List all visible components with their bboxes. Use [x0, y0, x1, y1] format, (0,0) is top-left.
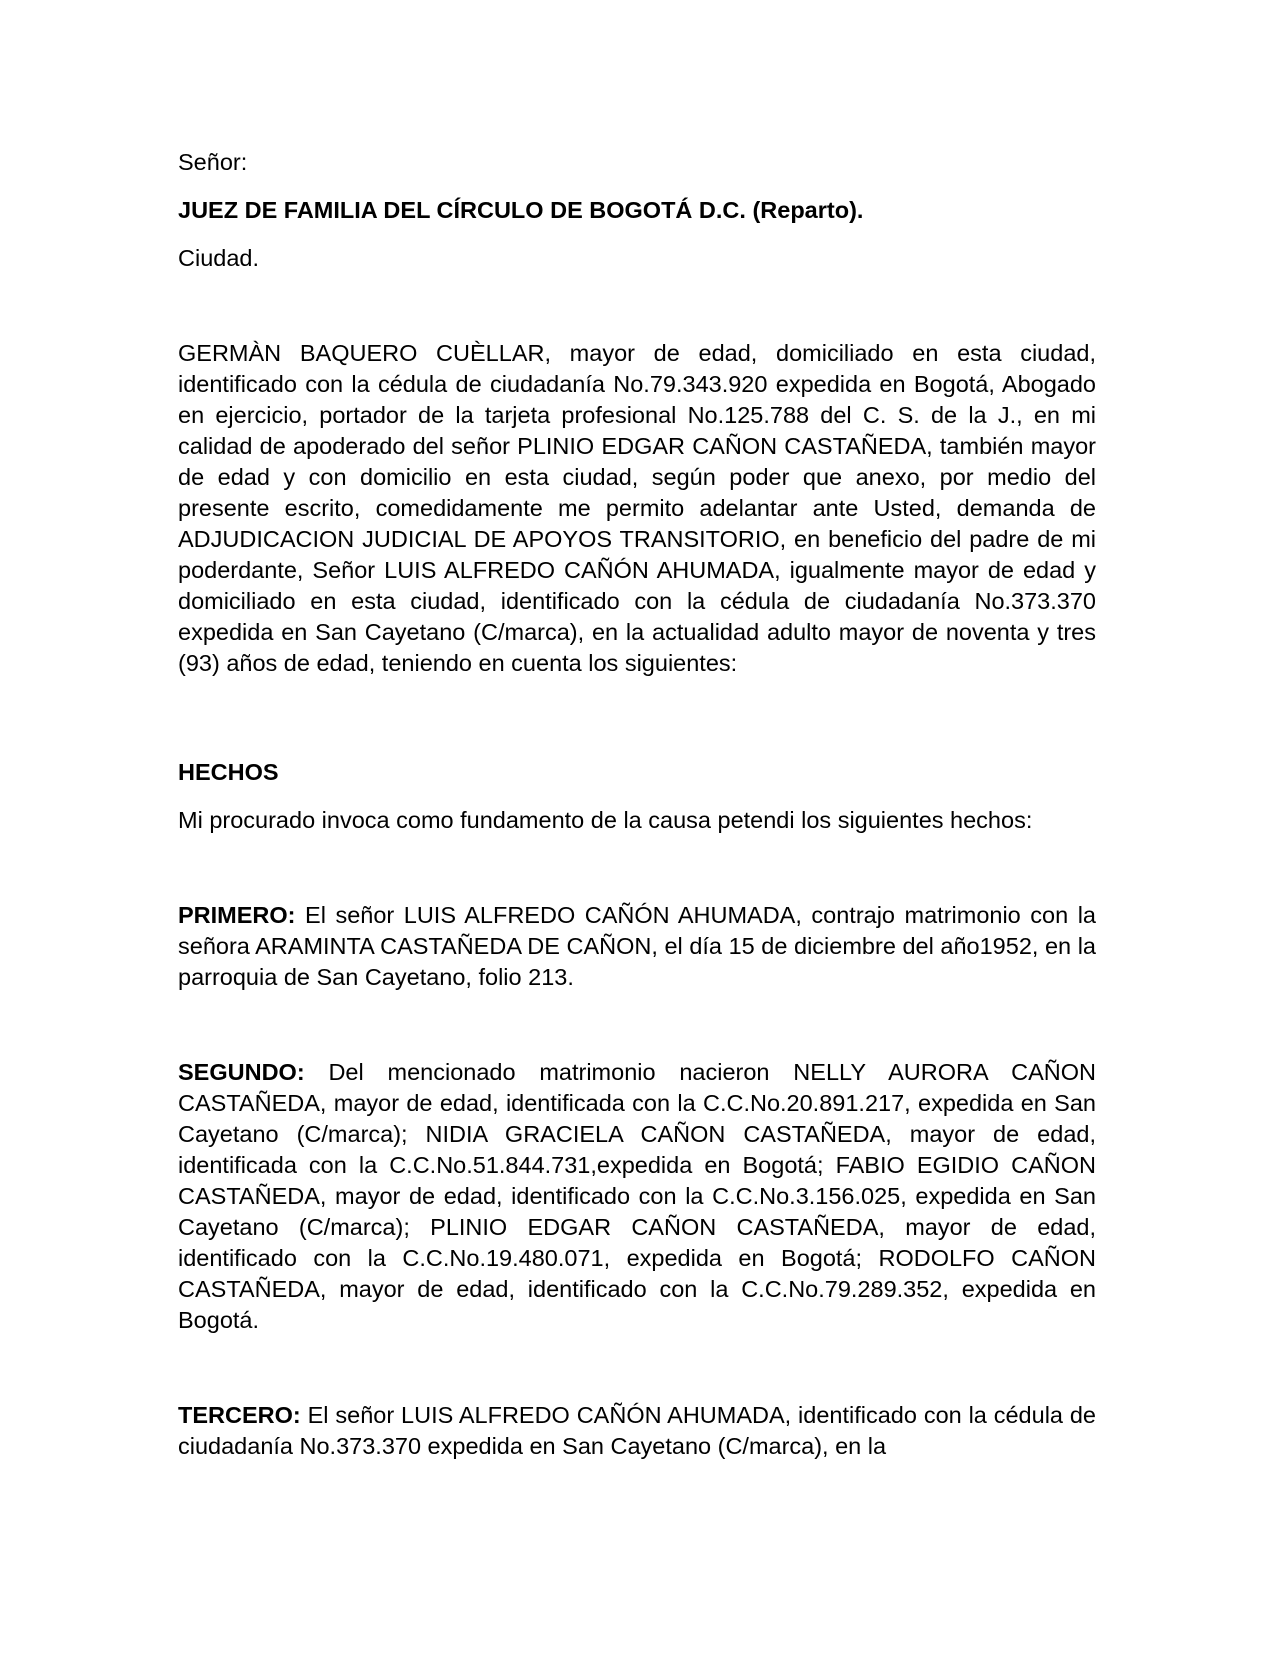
salutation: Señor: — [178, 149, 248, 175]
fact-text: Del mencionado matrimonio nacieron NELLY AURORA CAÑON CASTAÑEDA, mayor de edad, identificada con la C.C.No.20.891.217, expedida en San Cayetano (C/marca); NIDIA GRACIELA CAÑON CASTAÑEDA, mayor de edad, identificada con la C.C.No.51.844.731,expedida en Bogotá; FABIO EGIDIO CAÑON CASTAÑEDA, mayor de edad, identificado con la C.C.No.3.156.025, expedida en San Cayetano (C/marca); PLINIO EDGAR CAÑON CASTAÑEDA, mayor de edad, identificado con la C.C.No.19.480.071, expedida en Bogotá; RODOLFO CAÑON CASTAÑEDA, mayor de edad, identificado con la C.C.No.79.289.352, expedida en Bogotá. — [178, 1059, 1096, 1333]
fact-label: PRIMERO: — [178, 902, 296, 928]
city-line: Ciudad. — [178, 245, 259, 271]
fact-label: SEGUNDO: — [178, 1059, 305, 1085]
fact-label: TERCERO: — [178, 1402, 301, 1428]
fact-paragraph-segundo — [178, 1057, 1096, 1336]
hechos-intro: Mi procurado invoca como fundamento de la causa petendi los siguientes hechos: — [178, 807, 1033, 833]
section-heading-hechos: HECHOS — [178, 759, 279, 785]
addressee-title: JUEZ DE FAMILIA DEL CÍRCULO DE BOGOTÁ D.C. (Reparto). — [178, 197, 864, 223]
fact-text: El señor LUIS ALFREDO CAÑÓN AHUMADA, identificado con la cédula de ciudadanía No.373.370 expedida en San Cayetano (C/marca), en la — [178, 1402, 1096, 1459]
fact-paragraph-tercero — [178, 1400, 1096, 1462]
document-body — [178, 147, 1096, 1462]
fact-text: El señor LUIS ALFREDO CAÑÓN AHUMADA, contrajo matrimonio con la señora ARAMINTA CASTAÑEDA DE CAÑON, el día 15 de diciembre del año1952, en la parroquia de San Cayetano, folio 213. — [178, 902, 1096, 990]
intro-paragraph: GERMÀN BAQUERO CUÈLLAR, mayor de edad, domiciliado en esta ciudad, identificado con la cédula de ciudadanía No.79.343.920 expedida en Bogotá, Abogado en ejercicio, portador de la tarjeta profesional No.125.788 del C. S. de la J., en mi calidad de apoderado del señor PLINIO EDGAR CAÑON CASTAÑEDA, también mayor de edad y con domicilio en esta ciudad, según poder que anexo, por medio del presente escrito, comedidamente me permito adelantar ante Usted, demanda de ADJUDICACION JUDICIAL DE APOYOS TRANSITORIO, en beneficio del padre de mi poderdante, Señor LUIS ALFREDO CAÑÓN AHUMADA, igualmente mayor de edad y domiciliado en esta ciudad, identificado con la cédula de ciudadanía No.373.370 expedida en San Cayetano (C/marca), en la actualidad adulto mayor de noventa y tres (93) años de edad, teniendo en cuenta los siguientes: — [178, 340, 1096, 676]
fact-paragraph-primero — [178, 900, 1096, 993]
